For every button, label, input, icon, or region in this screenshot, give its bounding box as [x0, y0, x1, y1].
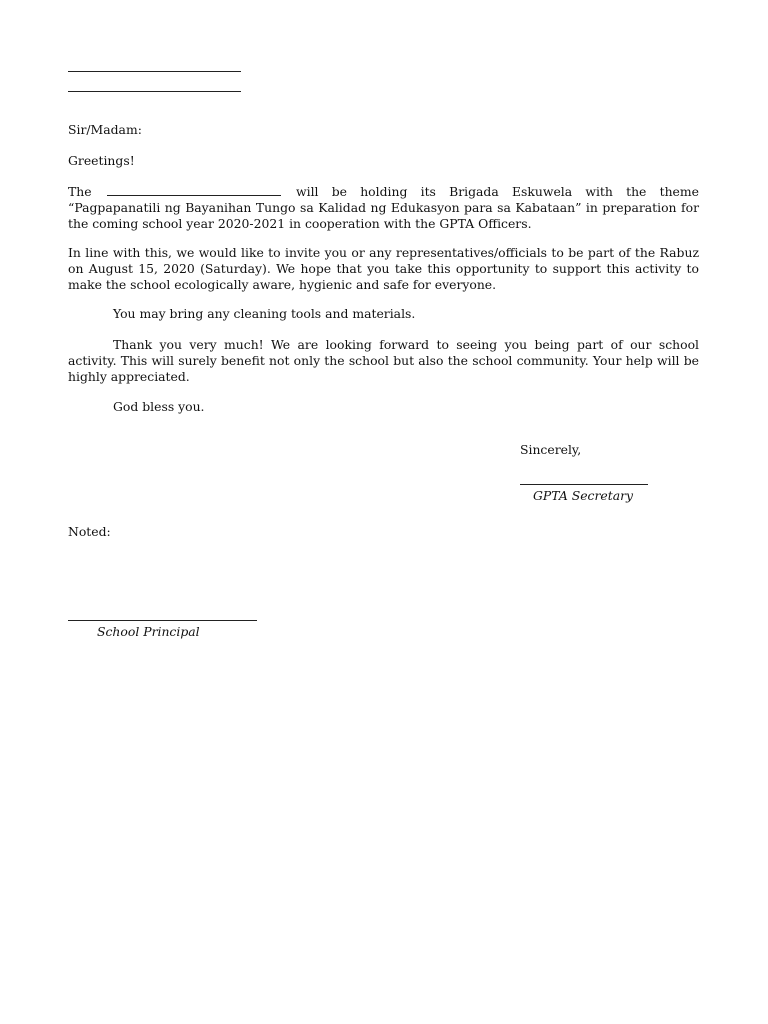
noted-label: Noted:: [68, 524, 111, 539]
addressee-name-line: [68, 71, 241, 72]
secretary-signature-line: [520, 484, 648, 485]
paragraph-1-lead: The: [68, 184, 92, 199]
paragraph-5: God bless you.: [113, 399, 205, 414]
paragraph-4: Thank you very much! We are looking forward to seeing you being part of our school activity. This will surely benefit not only the school but also the school community. Your help will be highly appreciated.: [68, 337, 699, 384]
principal-title: School Principal: [97, 624, 200, 639]
paragraph-2: In line with this, we would like to invite you or any representatives/officials to be part of the Rabuz on August 15, 2020 (Saturday). We hope that you take this opportunity to support this activity to make the school ecologically aware, hygienic and safe for everyone.: [68, 245, 699, 292]
paragraph-3: You may bring any cleaning tools and materials.: [113, 306, 416, 321]
paragraph-1: [68, 184, 699, 231]
paragraph-1-text: will be holding its Brigada Eskuwela with the theme “Pagpapanatili ng Bayanihan Tungo sa Kalidad ng Edukasyon para sa Kabataan” in preparation for the coming school year 2020-2021 in cooperation with the GPTA Officers.: [68, 184, 699, 231]
principal-signature-line: [68, 620, 257, 621]
salutation: Sir/Madam:: [68, 122, 142, 137]
secretary-title: GPTA Secretary: [533, 488, 634, 503]
greeting: Greetings!: [68, 153, 135, 168]
addressee-address-line: [68, 91, 241, 92]
school-name-blank: [107, 185, 281, 196]
closing: Sincerely,: [520, 442, 582, 457]
